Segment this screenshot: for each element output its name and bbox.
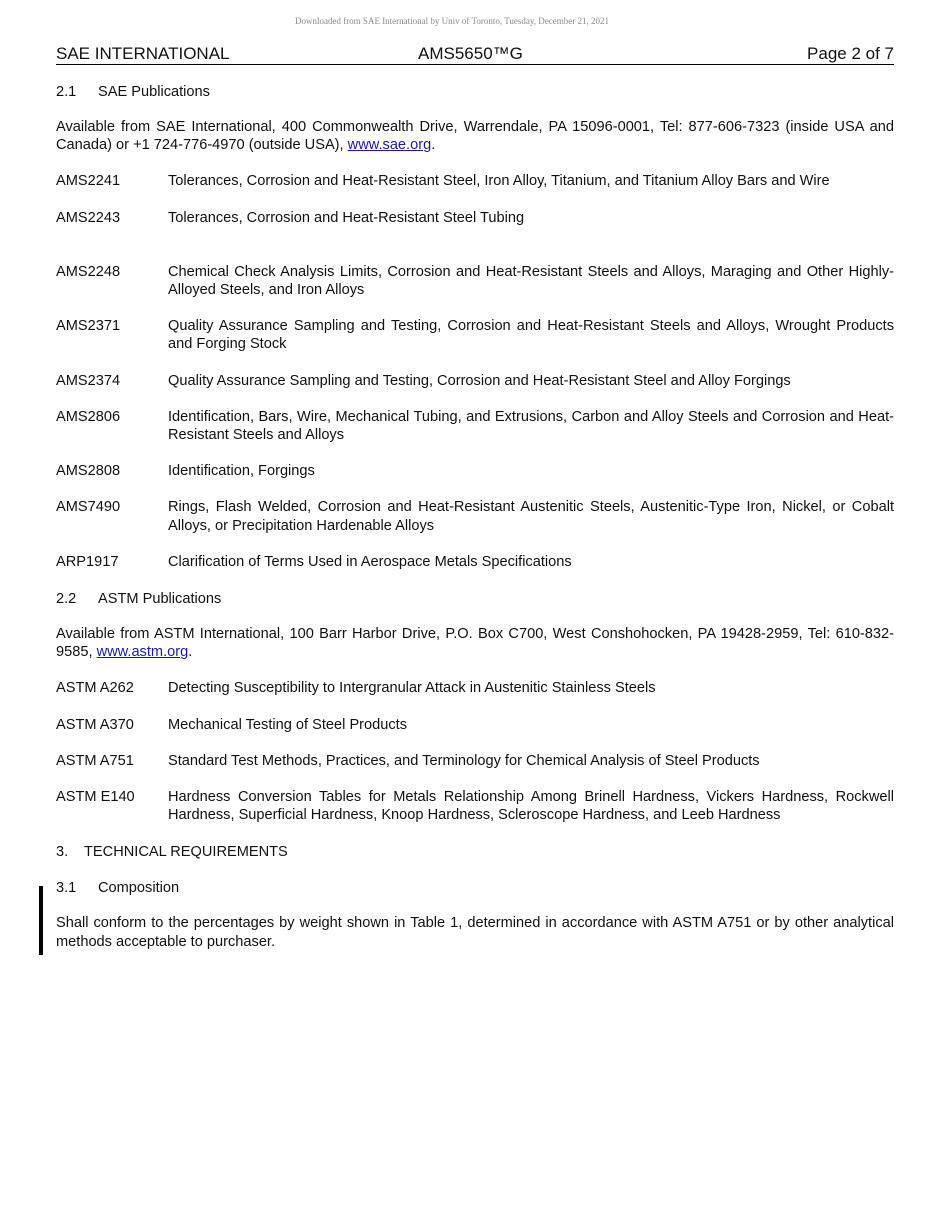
reference-row — [56, 372, 894, 390]
reference-title: Tolerances, Corrosion and Heat-Resistant Steel, Iron Alloy, Titanium, and Titanium Alloy Bars and Wire — [168, 173, 830, 190]
reference-title: Hardness Conversion Tables for Metals Relationship Among Brinell Hardness, Vickers Hardness, Rockwell Hardness, Superficial Hardness, Knoop Hardness, Scleroscope Hardness, and Leeb Hardness — [168, 789, 894, 824]
reference-code: AMS2806 — [56, 408, 121, 425]
section-heading-2-1 — [56, 82, 894, 102]
astm-availability-paragraph — [56, 625, 894, 661]
reference-title: Standard Test Methods, Practices, and Terminology for Chemical Analysis of Steel Products — [168, 752, 760, 769]
reference-code: AMS7490 — [56, 499, 121, 516]
availability-text: Available from ASTM International, 100 Barr Harbor Drive, P.O. Box C700, West Conshohocken, PA 19428-2959, Tel: 610-832-9585, — [56, 626, 894, 661]
reference-row — [56, 462, 894, 480]
reference-row — [56, 679, 894, 697]
reference-title: Tolerances, Corrosion and Heat-Resistant Steel Tubing — [168, 209, 525, 226]
download-watermark: Downloaded from SAE International by Univ of Toronto, Tuesday, December 21, 2021 — [294, 16, 610, 26]
section-number: 2.1 — [56, 84, 77, 100]
reference-title: Identification, Forgings — [168, 463, 315, 480]
section-heading-3-1 — [56, 878, 894, 898]
reference-title: Detecting Susceptibility to Intergranular Attack in Austenitic Stainless Steels — [168, 680, 656, 697]
sae-availability-paragraph — [56, 118, 894, 154]
reference-row — [56, 263, 894, 299]
reference-row — [56, 317, 894, 353]
header-page-number: Page 2 of 7 — [807, 44, 894, 63]
section-number: 3. — [56, 844, 69, 861]
reference-title: Rings, Flash Welded, Corrosion and Heat-Resistant Austenitic Steels, Austenitic-Type Iron, Nickel, or Cobalt Alloys, or Precipitation Hardenable Alloys — [168, 499, 894, 534]
reference-code: AMS2808 — [56, 463, 121, 480]
reference-row — [56, 716, 894, 734]
period: . — [188, 644, 193, 661]
document-body — [56, 82, 894, 969]
reference-code: AMS2371 — [56, 318, 121, 335]
reference-code: ARP1917 — [56, 553, 119, 570]
reference-code: AMS2241 — [56, 173, 121, 190]
reference-code: ASTM A370 — [56, 716, 134, 733]
reference-code: ASTM A262 — [56, 680, 134, 697]
reference-row — [56, 752, 894, 770]
astm-website-link[interactable]: www.astm.org — [96, 644, 189, 661]
availability-text: Available from SAE International, 400 Commonwealth Drive, Warrendale, PA 15096-0001, Tel: 877-606-7323 (inside USA and Canada) or +1 724-776-4970 (outside USA), — [56, 119, 894, 154]
page-header — [56, 44, 894, 65]
section-number: 2.2 — [56, 591, 77, 608]
reference-title: Clarification of Terms Used in Aerospace Metals Specifications — [168, 553, 572, 570]
reference-code: AMS2248 — [56, 263, 121, 280]
period: . — [431, 137, 436, 154]
reference-code: AMS2374 — [56, 372, 121, 389]
reference-title: Identification, Bars, Wire, Mechanical Tubing, and Extrusions, Carbon and Alloy Steels and Corrosion and Heat-Resistant Steels and Alloys — [168, 408, 894, 444]
composition-paragraph: Shall conform to the percentages by weight shown in Table 1, determined in accordance with ASTM A751 or by other analytical methods acceptable to purchaser. — [56, 915, 894, 950]
reference-row — [56, 172, 894, 190]
reference-row — [56, 498, 894, 534]
sae-website-link[interactable]: www.sae.org — [347, 137, 432, 154]
section-number: 3.1 — [56, 880, 77, 897]
reference-title: Quality Assurance Sampling and Testing, Corrosion and Heat-Resistant Steels and Alloys, Wrought Products and Forging Stock — [168, 318, 894, 353]
reference-row — [56, 788, 894, 824]
reference-title: Mechanical Testing of Steel Products — [168, 716, 408, 733]
section-heading-2-2 — [56, 589, 894, 609]
section-title: SAE Publications — [98, 84, 210, 100]
header-document-number: AMS5650™G — [418, 44, 523, 63]
header-organization: SAE INTERNATIONAL — [56, 44, 230, 63]
reference-row — [56, 408, 894, 444]
reference-title: Quality Assurance Sampling and Testing, Corrosion and Heat-Resistant Steel and Alloy Forgings — [168, 372, 791, 389]
reference-row — [56, 209, 894, 227]
reference-code: ASTM E140 — [56, 789, 135, 806]
reference-row — [56, 553, 894, 571]
section-heading-3 — [56, 842, 894, 862]
revision-change-bar — [39, 886, 43, 955]
reference-code: AMS2243 — [56, 209, 121, 226]
reference-code: ASTM A751 — [56, 752, 134, 769]
section-title: ASTM Publications — [98, 591, 222, 608]
section-title: TECHNICAL REQUIREMENTS — [84, 844, 288, 861]
section-title: Composition — [98, 880, 180, 897]
reference-title: Chemical Check Analysis Limits, Corrosion and Heat-Resistant Steels and Alloys, Maraging and Other Highly-Alloyed Steels, and Iron Alloys — [168, 263, 894, 299]
